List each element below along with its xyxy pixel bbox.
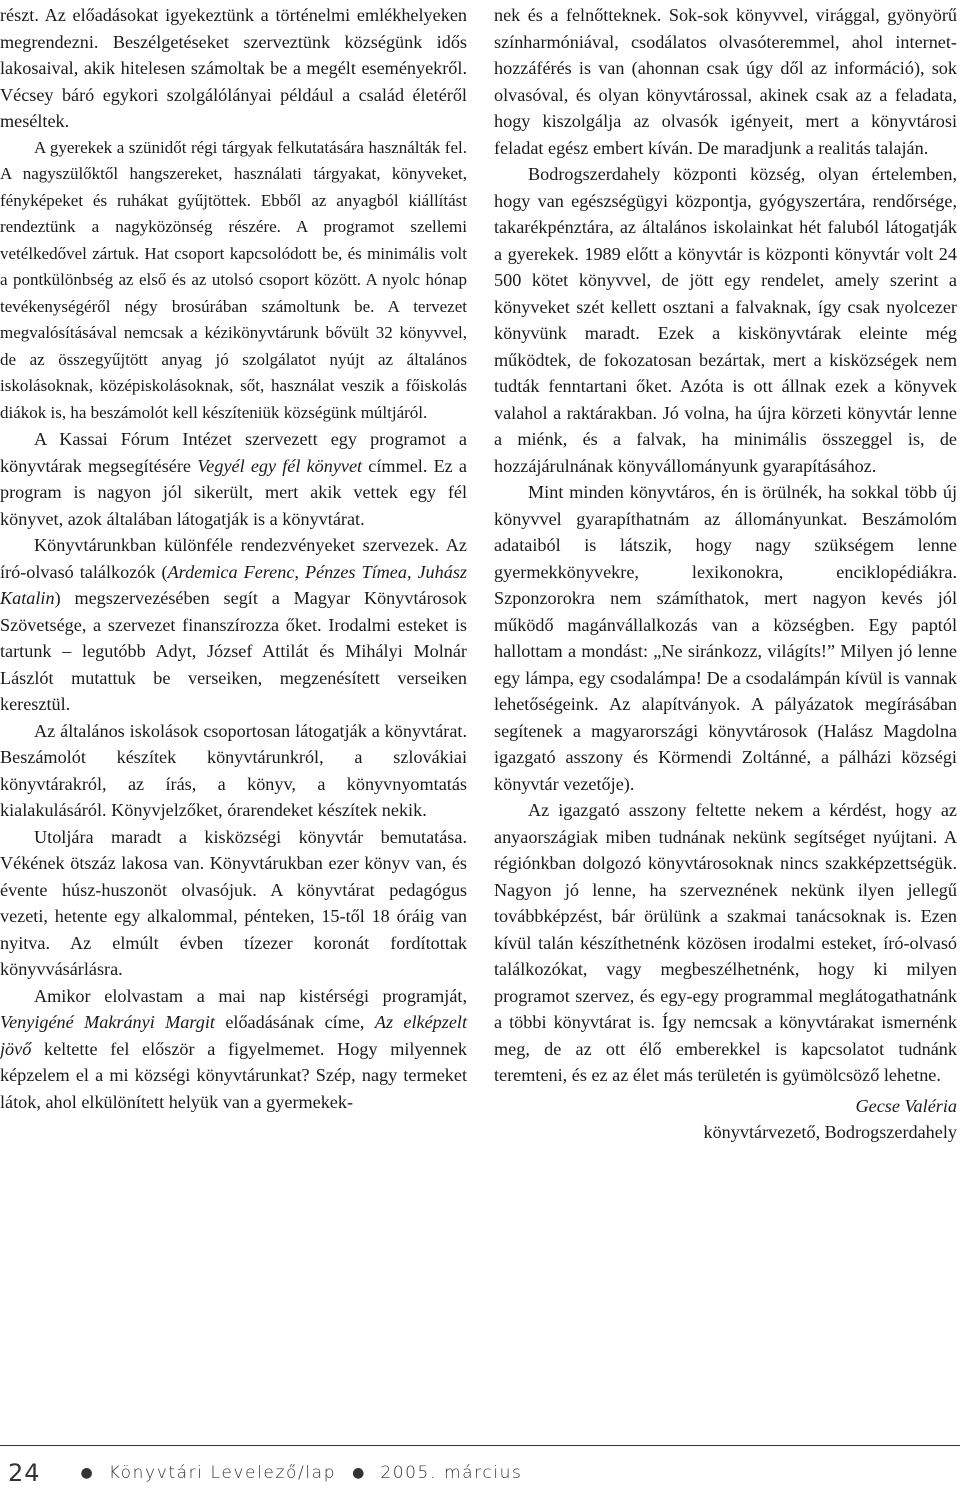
italic-name: Venyigéné Makrányi Margit [0, 1012, 215, 1032]
italic-title-2: Az elképzelt jövő [0, 1012, 467, 1059]
signature-name: Gecse Valéria [855, 1095, 957, 1116]
left-paragraph-1: részt. Az előadásokat igyekeztünk a történelmi emlékhelyeken megrendezni. Beszélgetéseket szerveztünk községünk idős lakosaival, akik hitelesen számoltak be a megélt eseményekről. Vécsey báró egykori szolgálólányai például a család életéről meséltek. [0, 5, 467, 131]
page-footer [8, 1458, 522, 1488]
italic-title: Vegyél egy fél könyvet [197, 455, 363, 476]
left-paragraph-2: A gyerekek a szünidőt régi tárgyak felkutatására használták fel. A nagyszülőktől hangszereket, használati tárgyakat, könyveket, fényképeket és ruhákat gyűjtöttek. Ebből az anyagból kiállítást rendeztünk a nagyközönség részére. A programot szellemi vetélkedővel zártuk. Hat csoport kapcsolódott be, és minimális volt a pontkülönbség az első és az utolsó csoport között. A nyolc hónap tevékenységéről négy brosúrában számoltunk be. A tervezet megvalósításával nemcsak a kézikönyvtárunk bővült 32 könyvvel, de az összegyűjtött anyag jó szolgálatot nyújt az általános iskolásoknak, középiskolásoknak, sőt, használat veszik a főiskolás diákok is, ha beszámolót kell készíteniük községünk múltjáról. [0, 137, 467, 422]
left-paragraph-7: Amikor elolvastam a mai nap kistérségi programját, Venyigéné Makrányi Margit előadásának címe, Az elképzelt jövő keltette fel először a figyelmemet. Hogy milyennek képzelem el a mi községi könyvtárunkat? Szép, nagy termeket látok, ahol elkülönített helyük van a gyermekek- [0, 985, 467, 1112]
left-paragraph-3: A Kassai Fórum Intézet szervezett egy programot a könyvtárak megsegítésére Vegyél egy fél könyvet címmel. Ez a program is nagyon jól sikerült, mert akik vettek egy fél könyvet, azok általában látogatják is a könyvtárat. [0, 429, 467, 529]
right-column [494, 2, 957, 1146]
bullet-icon: ● [352, 1465, 365, 1481]
right-paragraph-4: Az igazgató asszony feltette nekem a kérdést, hogy az anyaországiak miben tudnának nekünk segítséget nyújtani. A régiónkban dolgozó könyvtárosoknak nincs szakképzettségük. Nagyon jó lenne, ha szerveznének nekünk ilyen jellegű továbbképzést, bár örülünk a szakmai tanácsoknak is. Ezen kívül talán készíthetnénk közösen irodalmi esteket, író-olvasó találkozókat, vagy megbeszélhetnénk, hogy ki milyen programot szervez, és egy-egy programmal meglátogathatnánk a többi könyvtárat is. Így nemcsak a könyvtárakat ismernénk meg, de az ott élő emberekkel is kapcsolatot tudnánk teremteni, és ez az élet más területén is gyümölcsöző lehetne. [494, 800, 957, 1085]
right-paragraph-2: Bodrogszerdahely központi község, olyan értelemben, hogy van egészségügyi központja, gyógyszertára, rendőrsége, takarékpénztára, az általános iskolainkat hét faluból látogatják a gyerekek. 1989 előtt a könyvtár is központi könyvtár volt 24 500 kötet könyvvel, de jött egy rendelet, amely szerint a könyveket szét kellett osztani a falvaknak, így csak nyolcezer könyvünk maradt. Ezek a kiskönyvtárak eleinte még működtek, de fokozatosan bezártak, mert a kisközségek nem tudták fenntartani őket. Azóta is ott állnak ezek a könyvek valahol a raktárakban. Jó volna, ha újra körzeti könyvtár lenne a miénk, és a falvak, ha minimális összeggel is, de hozzájárulnának könyvállományunk gyarapításához. [494, 164, 957, 476]
footer-divider [0, 1445, 960, 1446]
right-paragraph-1: nek és a felnőtteknek. Sok-sok könyvvel, virággal, gyönyörű színharmóniával, csodálatos olvasóteremmel, ahol internet-hozzáférés is van (ahonnan csak úgy dől az információ), sok olvasóval, és olyan könyvtárossal, akinek csak az a feladata, hogy kiszolgálja az olvasók igényeit, mert a könyvtárosi feladat egész embert kíván. De maradjunk a realitás talaján. [494, 5, 957, 158]
publication-name: Könyvtári Levelező/lap [108, 1463, 337, 1483]
page-number: 24 [8, 1459, 41, 1487]
left-paragraph-5: Az általános iskolások csoportosan látogatják a könyvtárat. Beszámolót készítek könyvtárunkról, a szlovákiai könyvtárakról, az írás, a könyv, a könyvnyomtatás kialakulásáról. Könyvjelzőket, órarendeket készítek nekik. [0, 720, 467, 820]
issue-date: 2005. március [380, 1463, 523, 1483]
bullet-icon: ● [80, 1465, 93, 1481]
italic-names: Ardemica Ferenc, Pénzes Tímea, Juhász Katalin [0, 561, 467, 608]
signature-role: könyvtárvezető, Bodrogszerdahely [703, 1122, 957, 1142]
right-paragraph-3: Mint minden könyvtáros, én is örülnék, ha sokkal több új könyvvel gyarapíthatnám az állományunkat. Beszámolóm adataiból is látszik, hogy nagy szükségem lenne gyermekkönyvekre, lexikonokra, enciklopédiákra. Szponzorokra nem számíthatok, mert nagyon kevés jól működő magánvállalkozás van a községben. Egy paptól hallottam a mondást: „Ne siránkozz, világíts!” Milyen jó lenne egy lámpa, egy csodalámpa! De a csodalámpán kívül is vannak lehetőségeink. Az alapítványok. A pályázatok megírásában segítenek a magyarországi könyvtárosok (Halász Magdolna igazgató asszony és Körmendi Zoltánné, a pálházi községi könyvtár vezetője). [494, 482, 957, 794]
left-column [0, 2, 467, 1115]
left-paragraph-4: Könyvtárunkban különféle rendezvényeket szervezek. Az író-olvasó találkozók (Ardemica Ferenc, Pénzes Tímea, Juhász Katalin) megszervezésében segít a Magyar Könyvtárosok Szövetsége, a szervezet finanszírozza őket. Irodalmi esteket is tartunk – legutóbb Adyt, József Attilát és Mihályi Molnár Lászlót mutattuk be verseiken, megzenésített verseiken keresztül. [0, 535, 467, 714]
left-paragraph-6: Utoljára maradt a kisközségi könyvtár bemutatása. Vékének ötszáz lakosa van. Könyvtárukban ezer könyv van, és évente húsz-huszonöt olvasójuk. A könyvtárat pedagógus vezeti, hetente egy alkalommal, pénteken, 15-től 18 óráig van nyitva. Az elmúlt évben tízezer koronát fordítottak könyvvásárlásra. [0, 826, 467, 979]
